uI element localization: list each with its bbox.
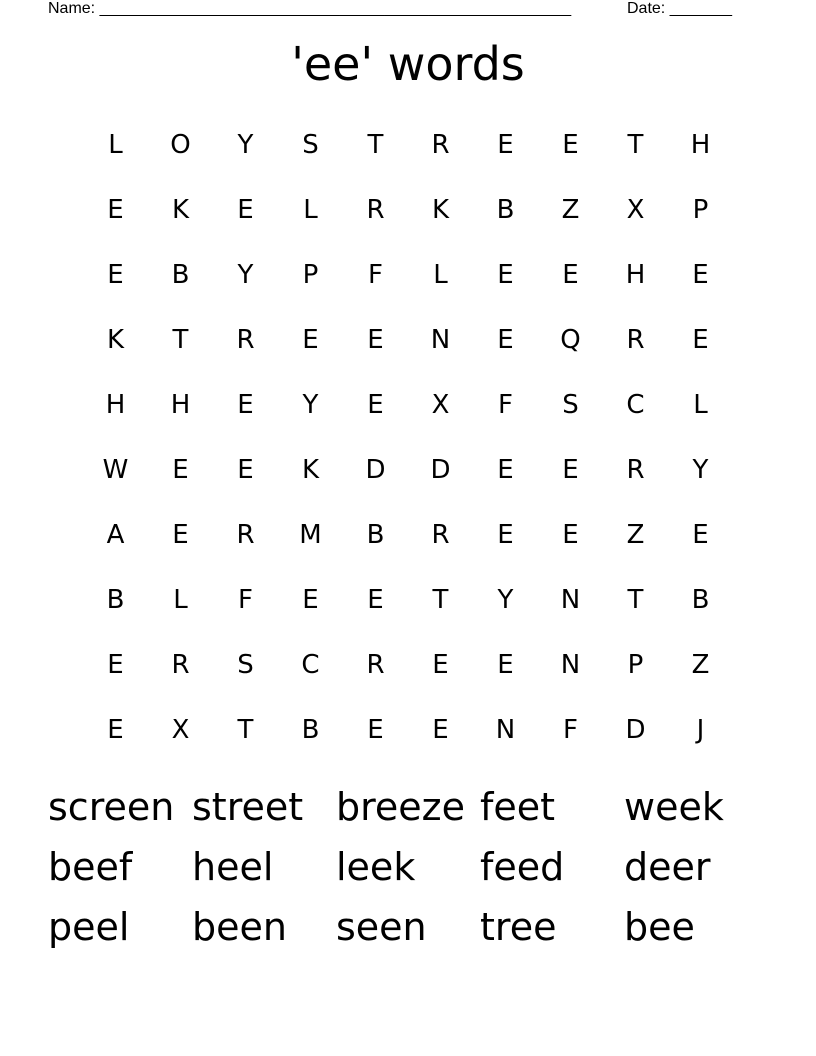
grid-cell[interactable]: D <box>430 454 451 485</box>
grid-cell[interactable]: S <box>562 389 579 420</box>
grid-cell[interactable]: T <box>432 584 449 615</box>
header-line <box>48 0 748 20</box>
word-list-item: peel <box>48 905 130 949</box>
grid-cell[interactable]: L <box>693 389 708 420</box>
grid-cell[interactable]: S <box>237 649 254 680</box>
word-list-item: screen <box>48 785 175 829</box>
grid-cell[interactable]: L <box>303 194 318 225</box>
word-list-item: street <box>192 785 304 829</box>
grid-cell[interactable]: C <box>301 649 320 680</box>
grid-cell[interactable]: D <box>365 454 386 485</box>
page-title: 'ee' words <box>291 37 525 91</box>
grid-cell[interactable]: E <box>497 259 514 290</box>
word-list-item: deer <box>624 845 711 889</box>
grid-cell[interactable]: T <box>627 584 644 615</box>
grid-cell[interactable]: E <box>302 324 319 355</box>
grid-cell[interactable]: D <box>625 714 646 745</box>
word-list-item: beef <box>48 845 133 889</box>
word-list-item: leek <box>336 845 416 889</box>
grid-cell[interactable]: H <box>170 389 191 420</box>
word-list-item: bee <box>624 905 695 949</box>
grid-cell[interactable]: E <box>237 389 254 420</box>
grid-cell[interactable]: E <box>367 714 384 745</box>
grid-cell[interactable]: R <box>626 324 645 355</box>
grid-cell[interactable]: K <box>106 324 125 355</box>
grid-cell[interactable]: E <box>432 649 449 680</box>
grid-cell[interactable]: E <box>562 454 579 485</box>
word-list-item: seen <box>336 905 427 949</box>
grid-cell[interactable]: A <box>106 519 125 550</box>
grid-cell[interactable]: K <box>171 194 190 225</box>
grid-cell[interactable]: C <box>626 389 645 420</box>
word-list-item: tree <box>480 905 557 949</box>
grid-cell[interactable]: E <box>107 649 124 680</box>
word-list-item: week <box>624 785 724 829</box>
grid-cell[interactable]: F <box>368 259 383 290</box>
grid-cell[interactable]: E <box>107 259 124 290</box>
grid-cell[interactable]: H <box>625 259 646 290</box>
grid-cell[interactable]: E <box>692 324 709 355</box>
grid-cell[interactable]: Z <box>691 649 710 680</box>
grid-cell[interactable]: T <box>367 129 384 160</box>
grid-cell[interactable]: E <box>497 649 514 680</box>
word-search-grid <box>83 112 733 762</box>
grid-cell[interactable]: Y <box>237 129 254 160</box>
grid-cell[interactable]: Y <box>302 389 319 420</box>
grid-cell[interactable]: K <box>301 454 320 485</box>
grid-cell[interactable]: E <box>562 259 579 290</box>
grid-cell[interactable]: R <box>171 649 190 680</box>
grid-cell[interactable]: E <box>497 454 514 485</box>
grid-cell[interactable]: E <box>432 714 449 745</box>
grid-cell[interactable]: R <box>366 194 385 225</box>
word-list-item: feed <box>480 845 565 889</box>
grid-cell[interactable]: P <box>692 194 709 225</box>
grid-cell[interactable]: E <box>562 519 579 550</box>
grid-cell[interactable]: E <box>562 129 579 160</box>
grid-cell[interactable]: E <box>497 324 514 355</box>
grid-cell[interactable]: X <box>431 389 450 420</box>
grid-cell[interactable]: J <box>696 714 705 745</box>
grid-cell[interactable]: S <box>302 129 319 160</box>
grid-cell[interactable]: E <box>107 714 124 745</box>
grid-cell[interactable]: Y <box>692 454 709 485</box>
grid-cell[interactable]: E <box>237 194 254 225</box>
grid-cell[interactable]: M <box>299 519 322 550</box>
grid-cell[interactable]: E <box>367 584 384 615</box>
grid-cell[interactable]: F <box>238 584 253 615</box>
word-list-item: breeze <box>336 785 465 829</box>
word-list <box>48 777 768 957</box>
grid-cell[interactable]: N <box>430 324 451 355</box>
grid-cell[interactable]: B <box>171 259 190 290</box>
grid-cell[interactable]: Z <box>561 194 580 225</box>
grid-cell[interactable]: L <box>108 129 123 160</box>
grid-cell[interactable]: H <box>690 129 711 160</box>
grid-cell[interactable]: Q <box>560 324 581 355</box>
grid-cell[interactable]: B <box>106 584 125 615</box>
grid-cell[interactable]: E <box>367 324 384 355</box>
grid-cell[interactable]: R <box>236 519 255 550</box>
grid-cell[interactable]: R <box>431 519 450 550</box>
date-field[interactable]: Date: _______ <box>627 0 732 17</box>
grid-cell[interactable]: L <box>173 584 188 615</box>
grid-cell[interactable]: N <box>560 649 581 680</box>
grid-cell[interactable]: F <box>563 714 578 745</box>
grid-cell[interactable]: R <box>431 129 450 160</box>
grid-cell[interactable]: Y <box>497 584 514 615</box>
grid-cell[interactable]: E <box>107 194 124 225</box>
grid-cell[interactable]: P <box>302 259 319 290</box>
grid-cell[interactable]: E <box>172 519 189 550</box>
grid-cell[interactable]: E <box>692 259 709 290</box>
grid-cell[interactable]: T <box>172 324 189 355</box>
grid-cell[interactable]: Z <box>626 519 645 550</box>
grid-cell[interactable]: L <box>433 259 448 290</box>
grid-cell[interactable]: E <box>497 519 514 550</box>
grid-cell[interactable]: T <box>237 714 254 745</box>
grid-cell[interactable]: K <box>431 194 450 225</box>
word-list-item: heel <box>192 845 274 889</box>
grid-cell[interactable]: X <box>171 714 190 745</box>
word-list-item: been <box>192 905 287 949</box>
name-field[interactable]: Name: _____________________________________________________ <box>48 0 572 17</box>
grid-cell[interactable]: B <box>366 519 385 550</box>
grid-cell[interactable]: E <box>497 129 514 160</box>
grid-cell[interactable]: T <box>627 129 644 160</box>
grid-cell[interactable]: H <box>105 389 126 420</box>
grid-cell[interactable]: B <box>691 584 710 615</box>
grid-cell[interactable]: X <box>626 194 645 225</box>
grid-cell[interactable]: E <box>692 519 709 550</box>
grid-cell[interactable]: E <box>172 454 189 485</box>
grid-cell[interactable]: R <box>626 454 645 485</box>
grid-cell[interactable]: R <box>366 649 385 680</box>
grid-cell[interactable]: N <box>560 584 581 615</box>
grid-cell[interactable]: E <box>367 389 384 420</box>
word-list-item: feet <box>480 785 556 829</box>
grid-cell[interactable]: N <box>495 714 516 745</box>
grid-cell[interactable]: O <box>170 129 191 160</box>
grid-cell[interactable]: B <box>301 714 320 745</box>
grid-cell[interactable]: E <box>302 584 319 615</box>
grid-cell[interactable]: W <box>102 454 129 485</box>
grid-cell[interactable]: E <box>237 454 254 485</box>
grid-cell[interactable]: P <box>627 649 644 680</box>
grid-cell[interactable]: F <box>498 389 513 420</box>
grid-cell[interactable]: B <box>496 194 515 225</box>
grid-cell[interactable]: Y <box>237 259 254 290</box>
grid-cell[interactable]: R <box>236 324 255 355</box>
